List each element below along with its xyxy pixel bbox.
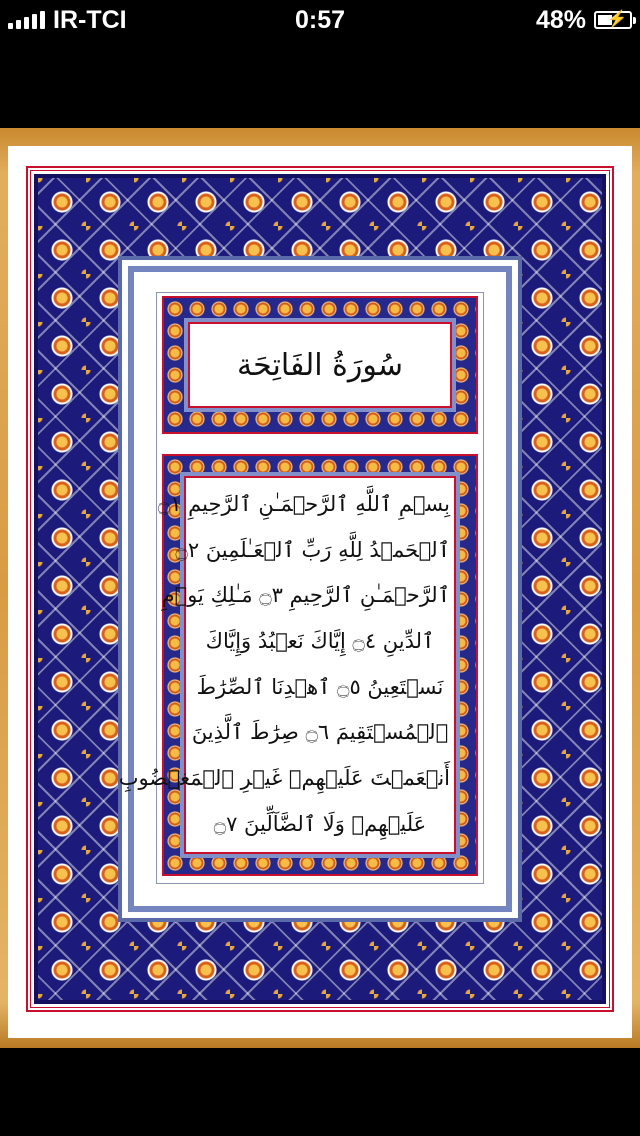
verse-line[interactable]: ٱلدِّينِ ۝٤ إِيَّاكَ نَعۡبُدُ وَإِيَّاكَ <box>205 629 435 654</box>
status-right <box>536 6 632 34</box>
verse-line[interactable]: نَسۡتَعِينُ ۝٥ ٱهۡدِنَا ٱلصِّرَٰطَ <box>196 674 444 699</box>
verse-line[interactable]: بِسۡمِ ٱللَّهِ ٱلرَّحۡمَـٰنِ ٱلرَّحِيمِ ۝١ <box>157 492 450 516</box>
verse-line[interactable]: ٱلۡحَمۡدُ لِلَّهِ رَبِّ ٱلۡعَـٰلَمِينَ ۝٢ <box>175 537 450 562</box>
verse-line[interactable]: ٱلرَّحۡمَـٰنِ ٱلرَّحِيمِ ۝٣ مَـٰلِكِ يَوۡمِ <box>161 583 450 608</box>
status-time: 0:57 <box>294 6 346 34</box>
status-bar <box>0 0 640 40</box>
verse-text[interactable] <box>118 482 450 848</box>
battery-charging-icon <box>594 11 632 29</box>
verse-line[interactable]: ٱلۡمُسۡتَقِيمَ ۝٦ صِرَٰطَ ٱلَّذِينَ <box>191 720 449 745</box>
battery-percent: 48% <box>535 6 586 34</box>
carrier-name: IR-TCI <box>53 6 127 34</box>
charging-bolt-icon: ⚡ <box>607 11 627 28</box>
surah-title: سُورَةُ الفَاتِحَة <box>237 347 403 383</box>
verse-line[interactable]: عَلَيۡهِمۡ وَلَا ٱلضَّآلِّينَ ۝٧ <box>213 811 427 836</box>
verse-line[interactable]: أَنۡعَمۡتَ عَلَيۡهِمۡ غَيۡرِ ٱلۡمَغۡضُوبِ <box>118 766 450 791</box>
